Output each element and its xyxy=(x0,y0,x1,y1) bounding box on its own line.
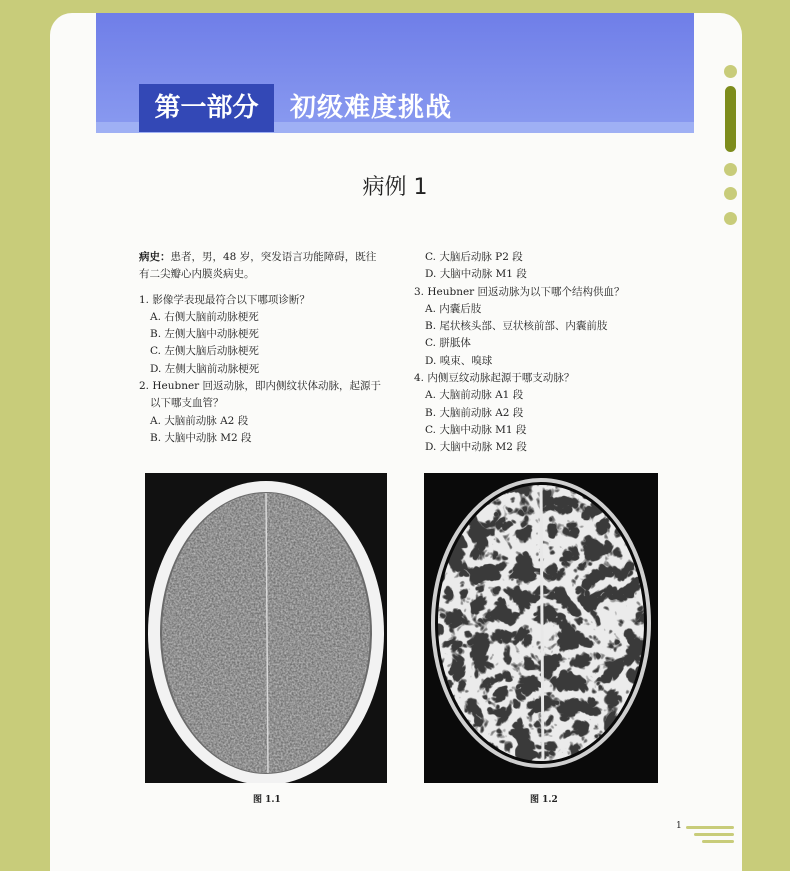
question-4: 4. 内侧豆纹动脉起源于哪支动脉？ xyxy=(414,372,575,385)
question-4-option: C. 大脑中动脉 M1 段 xyxy=(425,423,527,436)
question-2-option: B. 大脑中动脉 M2 段 xyxy=(150,431,252,444)
question-2-option: D. 大脑中动脉 M1 段 xyxy=(425,268,527,281)
question-4-option: D. 大脑中动脉 M2 段 xyxy=(425,441,527,454)
question-1-option: C. 左侧大脑后动脉梗死 xyxy=(150,345,259,358)
question-3-option: D. 嗅束、嗅球 xyxy=(425,354,493,367)
left-column xyxy=(139,249,399,447)
ct-brain-image xyxy=(145,473,387,783)
part-label: 第一部分 xyxy=(139,84,274,132)
right-column xyxy=(414,249,654,457)
page-number: 1 xyxy=(676,821,682,831)
question-3-option: B. 尾状核头部、豆状核前部、内囊前肢 xyxy=(425,320,608,333)
page-dot-active[interactable] xyxy=(725,86,736,152)
mri-brain-image xyxy=(424,473,658,783)
question-2-option: C. 大脑后动脉 P2 段 xyxy=(425,251,523,263)
question-3-option: A. 内囊后肢 xyxy=(425,302,482,315)
question-3-option: C. 胼胝体 xyxy=(425,337,471,350)
figure-1-1-caption: 图 1.1 xyxy=(253,795,281,805)
question-2-option: A. 大脑前动脉 A2 段 xyxy=(150,414,249,427)
question-1: 1. 影像学表现最符合以下哪项诊断？ xyxy=(139,293,310,306)
question-4-option: A. 大脑前动脉 A1 段 xyxy=(425,389,524,402)
part-title: 初级难度挑战 xyxy=(290,93,453,123)
question-1-option: D. 左侧大脑前动脉梗死 xyxy=(150,362,260,375)
question-2: 2. Heubner 回返动脉，即内侧纹状体动脉，起源于 xyxy=(139,380,382,393)
question-1-option: B. 左侧大脑中动脉梗死 xyxy=(150,328,259,341)
figure-1-2-caption: 图 1.2 xyxy=(530,795,558,805)
page-dot[interactable] xyxy=(724,163,737,176)
case-title: 病例 1 xyxy=(362,175,428,200)
page-dot[interactable] xyxy=(724,65,737,78)
question-3: 3. Heubner 回返动脉为以下哪个结构供血？ xyxy=(414,285,625,298)
history-text: 患者，男，48 岁，突发语言功能障碍，既往 xyxy=(170,251,377,263)
page-dot[interactable] xyxy=(724,212,737,225)
question-2-cont: 以下哪支血管？ xyxy=(150,397,224,410)
question-4-option: B. 大脑前动脉 A2 段 xyxy=(425,406,524,419)
page-dot[interactable] xyxy=(724,187,737,200)
history-label: 病史： xyxy=(139,251,171,263)
question-1-option: A. 右侧大脑前动脉梗死 xyxy=(150,310,259,323)
history-text-cont: 有二尖瓣心内膜炎病史。 xyxy=(139,268,255,281)
